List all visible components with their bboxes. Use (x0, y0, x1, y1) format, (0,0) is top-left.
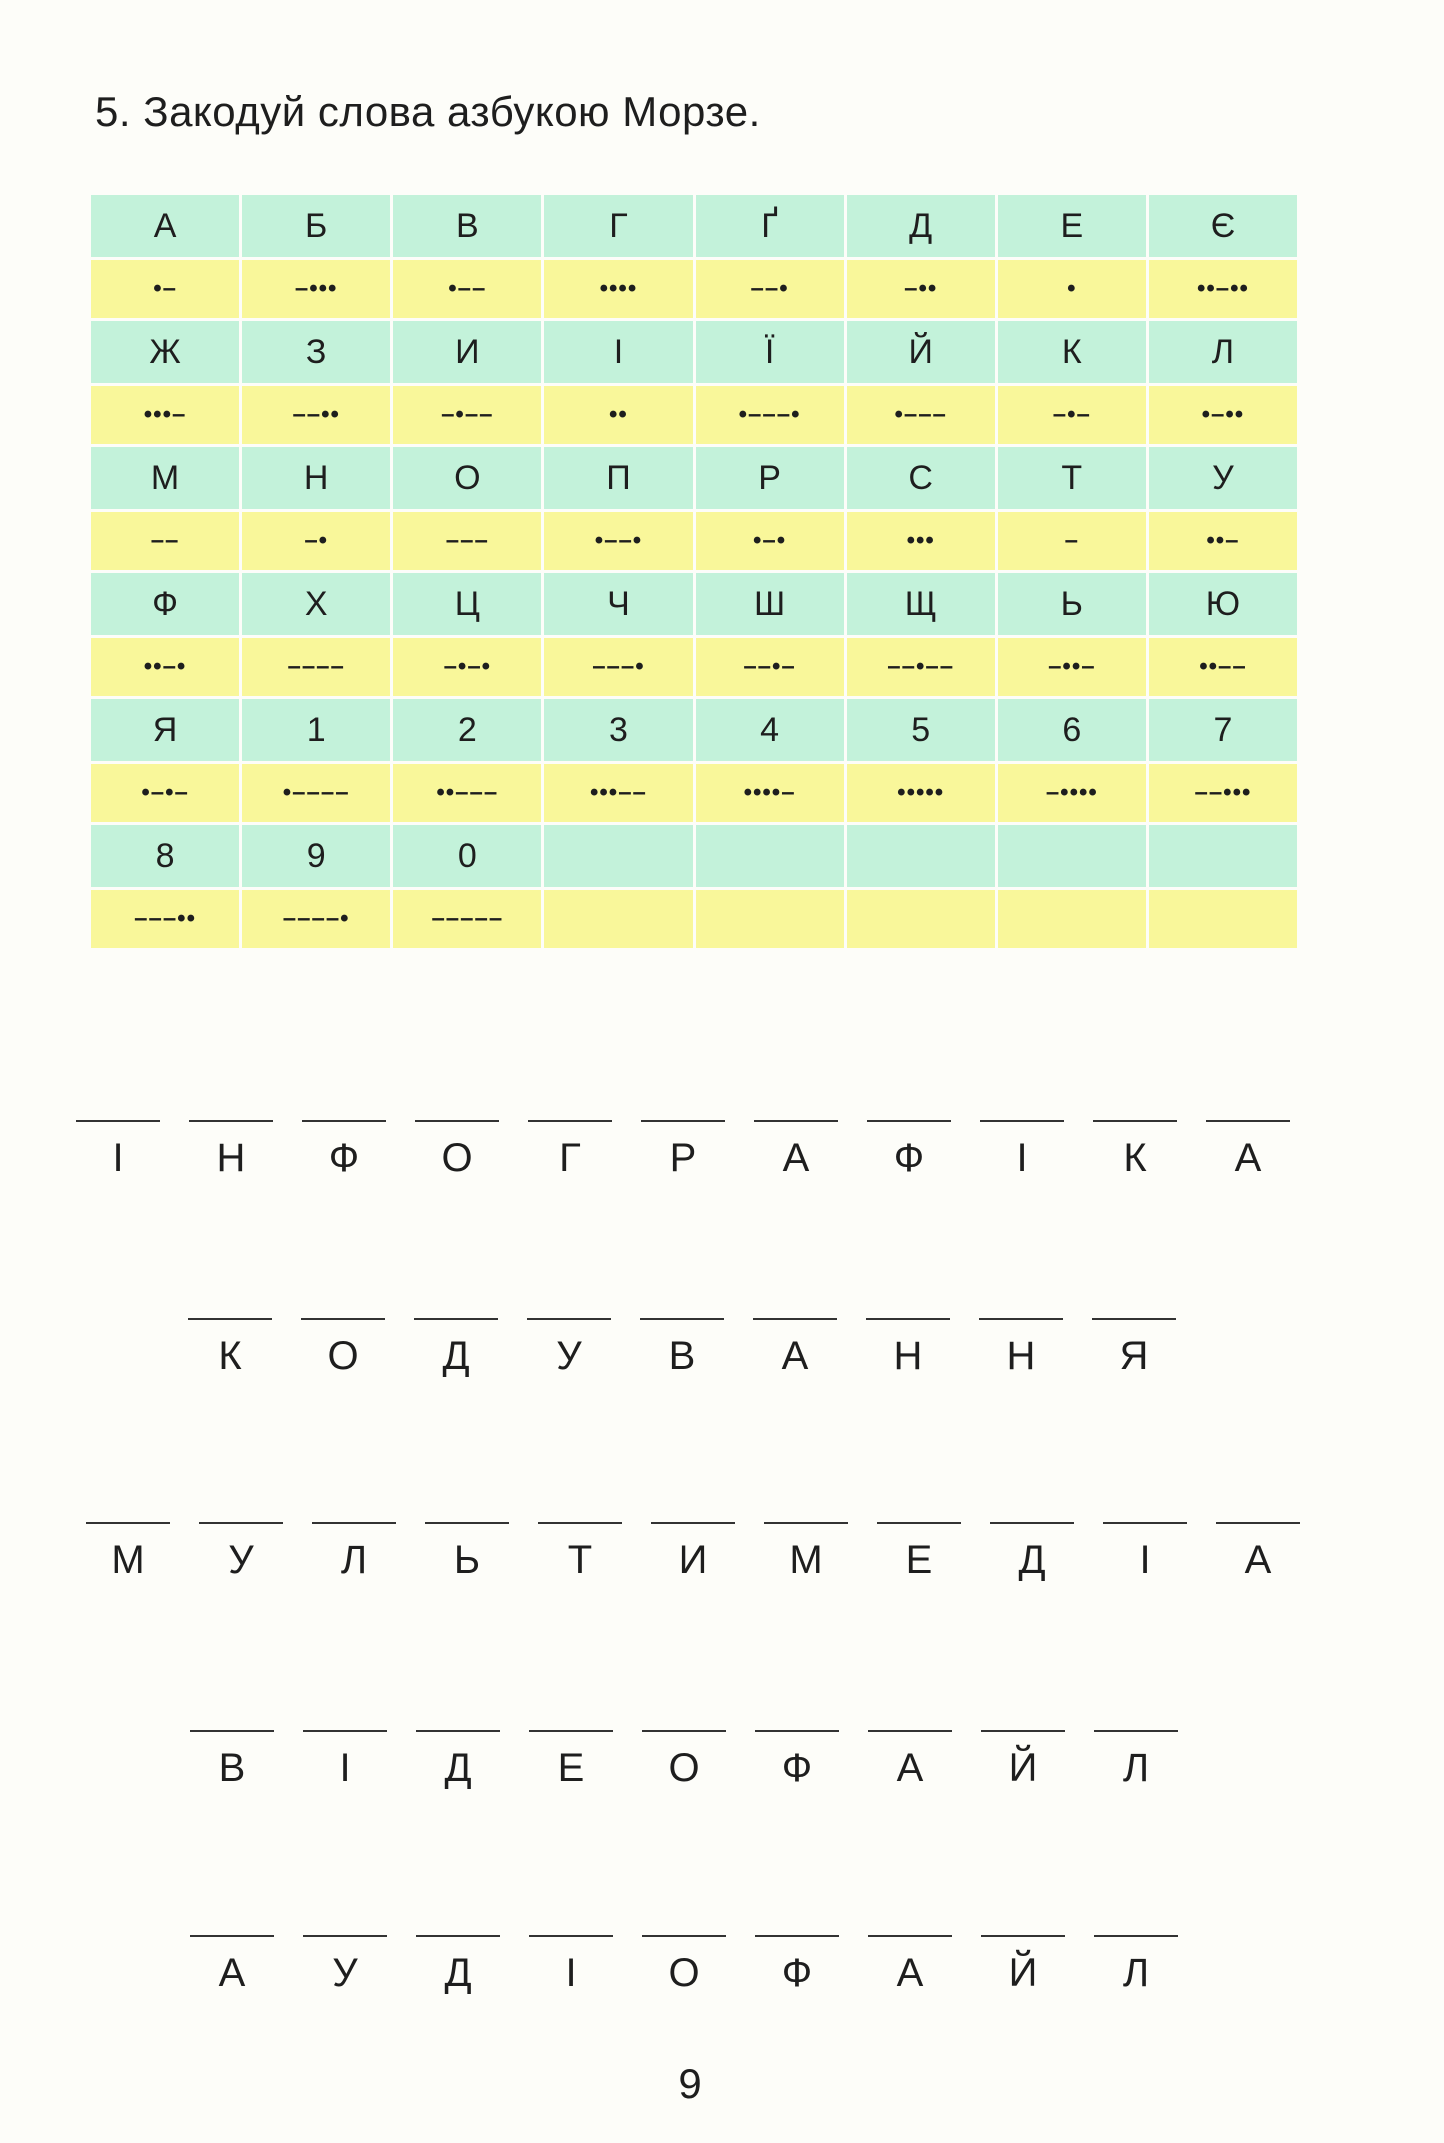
letter-slot (753, 1318, 837, 1380)
word-letter: І (112, 1136, 124, 1180)
answer-line[interactable] (312, 1522, 396, 1524)
word-letter: Е (905, 1538, 933, 1582)
letter-slot (188, 1318, 272, 1380)
table-letter-cell: 9 (242, 825, 390, 887)
letter-slot (868, 1730, 952, 1792)
table-code-cell: •••–– (544, 764, 692, 822)
letter-slot (76, 1120, 160, 1182)
letter-slot (1093, 1120, 1177, 1182)
table-letter-cell: Т (998, 447, 1146, 509)
answer-line[interactable] (641, 1120, 725, 1122)
table-letter-cell: 8 (91, 825, 239, 887)
table-code-cell: •–––– (242, 764, 390, 822)
letter-slot (990, 1522, 1074, 1584)
letter-slot (538, 1522, 622, 1584)
word-letter: Е (557, 1746, 585, 1790)
table-letter-cell: 1 (242, 699, 390, 761)
table-code-cell: –•••• (998, 764, 1146, 822)
table-code-cell: •– (91, 260, 239, 318)
table-code-cell: ––•–– (847, 638, 995, 696)
table-code-cell: ••••• (847, 764, 995, 822)
table-code-cell: –• (242, 512, 390, 570)
table-letter-cell: Ц (393, 573, 541, 635)
table-code-cell: – (998, 512, 1146, 570)
table-code-cell: ––• (696, 260, 844, 318)
table-code-cell: ––– (393, 512, 541, 570)
answer-line[interactable] (86, 1522, 170, 1524)
table-code-cell (1149, 890, 1297, 948)
letter-slot (754, 1120, 838, 1182)
answer-line[interactable] (301, 1318, 385, 1320)
word-letter: А (781, 1334, 809, 1378)
table-letter-cell: К (998, 321, 1146, 383)
word-letter: М (789, 1538, 823, 1582)
word-letter: Л (340, 1538, 368, 1582)
letter-slot (199, 1522, 283, 1584)
word-letter: А (896, 1951, 924, 1995)
word-letter: У (228, 1538, 254, 1582)
letter-slot (189, 1120, 273, 1182)
answer-line[interactable] (651, 1522, 735, 1524)
table-code-cell: ––•– (696, 638, 844, 696)
table-code-cell: •––• (544, 512, 692, 570)
answer-line[interactable] (980, 1120, 1064, 1122)
table-code-cell: ••–– (1149, 638, 1297, 696)
answer-line[interactable] (425, 1522, 509, 1524)
word-letter: О (441, 1136, 473, 1180)
table-letter-cell: О (393, 447, 541, 509)
answer-line[interactable] (755, 1730, 839, 1732)
answer-line[interactable] (868, 1935, 952, 1937)
table-letter-cell: В (393, 195, 541, 257)
table-letter-cell: Ф (91, 573, 239, 635)
table-letter-cell: Н (242, 447, 390, 509)
answer-line[interactable] (189, 1120, 273, 1122)
answer-line[interactable] (981, 1935, 1065, 1937)
answer-line[interactable] (1094, 1935, 1178, 1937)
table-letter-cell: Е (998, 195, 1146, 257)
table-code-cell: –––•• (91, 890, 239, 948)
table-code-cell: –••• (242, 260, 390, 318)
letter-slot (301, 1318, 385, 1380)
word-letter: А (896, 1746, 924, 1790)
table-code-cell: ––––– (393, 890, 541, 948)
word-letter: І (339, 1746, 351, 1790)
table-letter-cell: Щ (847, 573, 995, 635)
table-letter-cell: Д (847, 195, 995, 257)
letter-slot (755, 1730, 839, 1792)
letter-slot (527, 1318, 611, 1380)
answer-line[interactable] (764, 1522, 848, 1524)
exercise-title: 5. Закодуй слова азбукою Морзе. (95, 88, 761, 135)
answer-line[interactable] (981, 1730, 1065, 1732)
word-letter: І (565, 1951, 577, 1995)
letter-slot (1092, 1318, 1176, 1380)
table-code-cell (544, 890, 692, 948)
table-code-cell: ••• (847, 512, 995, 570)
answer-line[interactable] (990, 1522, 1074, 1524)
letter-slot (981, 1935, 1065, 1997)
word-letter: Я (1119, 1334, 1149, 1378)
table-code-cell: •–––• (696, 386, 844, 444)
answer-line[interactable] (303, 1730, 387, 1732)
letter-slot (416, 1935, 500, 1997)
letter-slot (868, 1935, 952, 1997)
table-code-cell: ––••• (1149, 764, 1297, 822)
word-letter: М (111, 1538, 145, 1582)
word-row (86, 1522, 1329, 1584)
letter-slot (1103, 1522, 1187, 1584)
letter-slot (867, 1120, 951, 1182)
table-code-cell: –––– (242, 638, 390, 696)
letter-slot (651, 1522, 735, 1584)
letter-slot (981, 1730, 1065, 1792)
word-letter: А (1234, 1136, 1262, 1180)
letter-slot (642, 1935, 726, 1997)
word-letter: К (1123, 1136, 1147, 1180)
word-letter: А (782, 1136, 810, 1180)
word-letter: Н (216, 1136, 246, 1180)
table-letter-cell: Х (242, 573, 390, 635)
word-letter: Ф (781, 1746, 813, 1790)
answer-line[interactable] (640, 1318, 724, 1320)
table-code-cell: •••• (544, 260, 692, 318)
table-code-cell: •–•• (1149, 386, 1297, 444)
table-code-cell: –••– (998, 638, 1146, 696)
letter-slot (416, 1730, 500, 1792)
answer-line[interactable] (190, 1935, 274, 1937)
word-letter: Й (1008, 1951, 1038, 1995)
letter-slot (303, 1935, 387, 1997)
table-code-cell: ••––– (393, 764, 541, 822)
table-letter-cell: Р (696, 447, 844, 509)
table-code-cell (696, 890, 844, 948)
letter-slot (529, 1935, 613, 1997)
answer-line[interactable] (76, 1120, 160, 1122)
table-code-cell (998, 890, 1146, 948)
table-letter-cell: Ї (696, 321, 844, 383)
table-code-cell: ––––• (242, 890, 390, 948)
table-letter-cell: 5 (847, 699, 995, 761)
table-letter-cell (847, 825, 995, 887)
letter-slot (640, 1318, 724, 1380)
table-code-cell: •••– (91, 386, 239, 444)
table-code-cell: •––– (847, 386, 995, 444)
word-letter: О (327, 1334, 359, 1378)
letter-slot (302, 1120, 386, 1182)
letter-slot (312, 1522, 396, 1584)
answer-line[interactable] (867, 1120, 951, 1122)
answer-line[interactable] (642, 1935, 726, 1937)
table-letter-cell: Ш (696, 573, 844, 635)
letter-slot (1094, 1935, 1178, 1997)
word-letter: А (1244, 1538, 1272, 1582)
table-letter-cell: А (91, 195, 239, 257)
table-code-cell (847, 890, 995, 948)
answer-line[interactable] (528, 1120, 612, 1122)
answer-line[interactable] (866, 1318, 950, 1320)
word-letter: Ф (893, 1136, 925, 1180)
answer-line[interactable] (1103, 1522, 1187, 1524)
word-letter: О (668, 1951, 700, 1995)
letter-slot (641, 1120, 725, 1182)
answer-line[interactable] (303, 1935, 387, 1937)
answer-line[interactable] (642, 1730, 726, 1732)
table-code-cell: ••–•• (1149, 260, 1297, 318)
letter-slot (1206, 1120, 1290, 1182)
letter-slot (303, 1730, 387, 1792)
answer-line[interactable] (190, 1730, 274, 1732)
answer-line[interactable] (755, 1935, 839, 1937)
table-letter-cell: Б (242, 195, 390, 257)
table-code-cell: •–– (393, 260, 541, 318)
table-letter-cell: 7 (1149, 699, 1297, 761)
letter-slot (86, 1522, 170, 1584)
table-code-cell: –•–• (393, 638, 541, 696)
table-code-cell: –•– (998, 386, 1146, 444)
table-letter-cell: З (242, 321, 390, 383)
letter-slot (190, 1730, 274, 1792)
answer-line[interactable] (1216, 1522, 1300, 1524)
answer-line[interactable] (753, 1318, 837, 1320)
answer-line[interactable] (1092, 1318, 1176, 1320)
table-letter-cell: 6 (998, 699, 1146, 761)
table-letter-cell: Ч (544, 573, 692, 635)
morse-code-table (91, 195, 1297, 948)
word-letter: І (1139, 1538, 1151, 1582)
word-letter: В (668, 1334, 696, 1378)
word-letter: Ф (781, 1951, 813, 1995)
table-letter-cell: Є (1149, 195, 1297, 257)
table-code-cell: •–• (696, 512, 844, 570)
letter-slot (979, 1318, 1063, 1380)
word-letter: І (1016, 1136, 1028, 1180)
table-code-cell: • (998, 260, 1146, 318)
answer-line[interactable] (529, 1935, 613, 1937)
letter-slot (1216, 1522, 1300, 1584)
word-letter: Г (559, 1136, 581, 1180)
word-letter: Д (1018, 1538, 1046, 1582)
letter-slot (529, 1730, 613, 1792)
word-letter: Л (1122, 1951, 1150, 1995)
letter-slot (866, 1318, 950, 1380)
answer-line[interactable] (877, 1522, 961, 1524)
letter-slot (528, 1120, 612, 1182)
table-letter-cell (1149, 825, 1297, 887)
table-letter-cell: Л (1149, 321, 1297, 383)
table-letter-cell: М (91, 447, 239, 509)
table-letter-cell (998, 825, 1146, 887)
word-letter: Т (567, 1538, 593, 1582)
table-code-cell: ––•• (242, 386, 390, 444)
table-code-cell: –•–– (393, 386, 541, 444)
word-letter: У (332, 1951, 358, 1995)
letter-slot (414, 1318, 498, 1380)
table-code-cell: •• (544, 386, 692, 444)
table-letter-cell: Ґ (696, 195, 844, 257)
table-code-cell: ••••– (696, 764, 844, 822)
letter-slot (415, 1120, 499, 1182)
word-letter: В (218, 1746, 246, 1790)
word-letter: Н (893, 1334, 923, 1378)
letter-slot (425, 1522, 509, 1584)
letter-slot (755, 1935, 839, 1997)
table-letter-cell: И (393, 321, 541, 383)
table-letter-cell: 4 (696, 699, 844, 761)
word-letter: Ь (453, 1538, 481, 1582)
answer-line[interactable] (415, 1120, 499, 1122)
word-letter: О (668, 1746, 700, 1790)
word-row (76, 1120, 1319, 1182)
table-letter-cell: 0 (393, 825, 541, 887)
letter-slot (642, 1730, 726, 1792)
word-letter: Ф (328, 1136, 360, 1180)
word-letter: У (556, 1334, 582, 1378)
table-letter-cell (696, 825, 844, 887)
answer-line[interactable] (1206, 1120, 1290, 1122)
letter-slot (877, 1522, 961, 1584)
answer-line[interactable] (538, 1522, 622, 1524)
answer-line[interactable] (868, 1730, 952, 1732)
word-row (190, 1730, 1207, 1792)
answer-line[interactable] (754, 1120, 838, 1122)
word-letter: Н (1006, 1334, 1036, 1378)
answer-line[interactable] (416, 1935, 500, 1937)
word-letter: Л (1122, 1746, 1150, 1790)
answer-line[interactable] (979, 1318, 1063, 1320)
table-letter-cell: 3 (544, 699, 692, 761)
table-letter-cell: Г (544, 195, 692, 257)
table-letter-cell: Ж (91, 321, 239, 383)
word-letter: Д (444, 1746, 472, 1790)
page-number: 9 (678, 2060, 702, 2107)
word-row (188, 1318, 1205, 1380)
table-letter-cell: 2 (393, 699, 541, 761)
answer-line[interactable] (302, 1120, 386, 1122)
table-code-cell: •–•– (91, 764, 239, 822)
answer-line[interactable] (527, 1318, 611, 1320)
answer-line[interactable] (414, 1318, 498, 1320)
table-letter-cell: У (1149, 447, 1297, 509)
answer-line[interactable] (416, 1730, 500, 1732)
answer-line[interactable] (1094, 1730, 1178, 1732)
table-code-cell: –––• (544, 638, 692, 696)
table-letter-cell: Ю (1149, 573, 1297, 635)
table-code-cell: –– (91, 512, 239, 570)
word-letter: А (218, 1951, 246, 1995)
answer-line[interactable] (199, 1522, 283, 1524)
table-letter-cell: С (847, 447, 995, 509)
table-code-cell: ••– (1149, 512, 1297, 570)
table-letter-cell: Я (91, 699, 239, 761)
answer-line[interactable] (188, 1318, 272, 1320)
word-letter: Д (444, 1951, 472, 1995)
letter-slot (764, 1522, 848, 1584)
table-letter-cell (544, 825, 692, 887)
answer-line[interactable] (529, 1730, 613, 1732)
table-code-cell: –•• (847, 260, 995, 318)
word-letter: Д (442, 1334, 470, 1378)
table-letter-cell: Й (847, 321, 995, 383)
word-row (190, 1935, 1207, 1997)
word-letter: Р (669, 1136, 697, 1180)
letter-slot (190, 1935, 274, 1997)
table-letter-cell: Ь (998, 573, 1146, 635)
word-letter: И (678, 1538, 708, 1582)
word-letter: К (218, 1334, 242, 1378)
answer-line[interactable] (1093, 1120, 1177, 1122)
word-letter: Й (1008, 1746, 1038, 1790)
table-letter-cell: І (544, 321, 692, 383)
table-letter-cell: П (544, 447, 692, 509)
letter-slot (1094, 1730, 1178, 1792)
letter-slot (980, 1120, 1064, 1182)
table-code-cell: ••–• (91, 638, 239, 696)
